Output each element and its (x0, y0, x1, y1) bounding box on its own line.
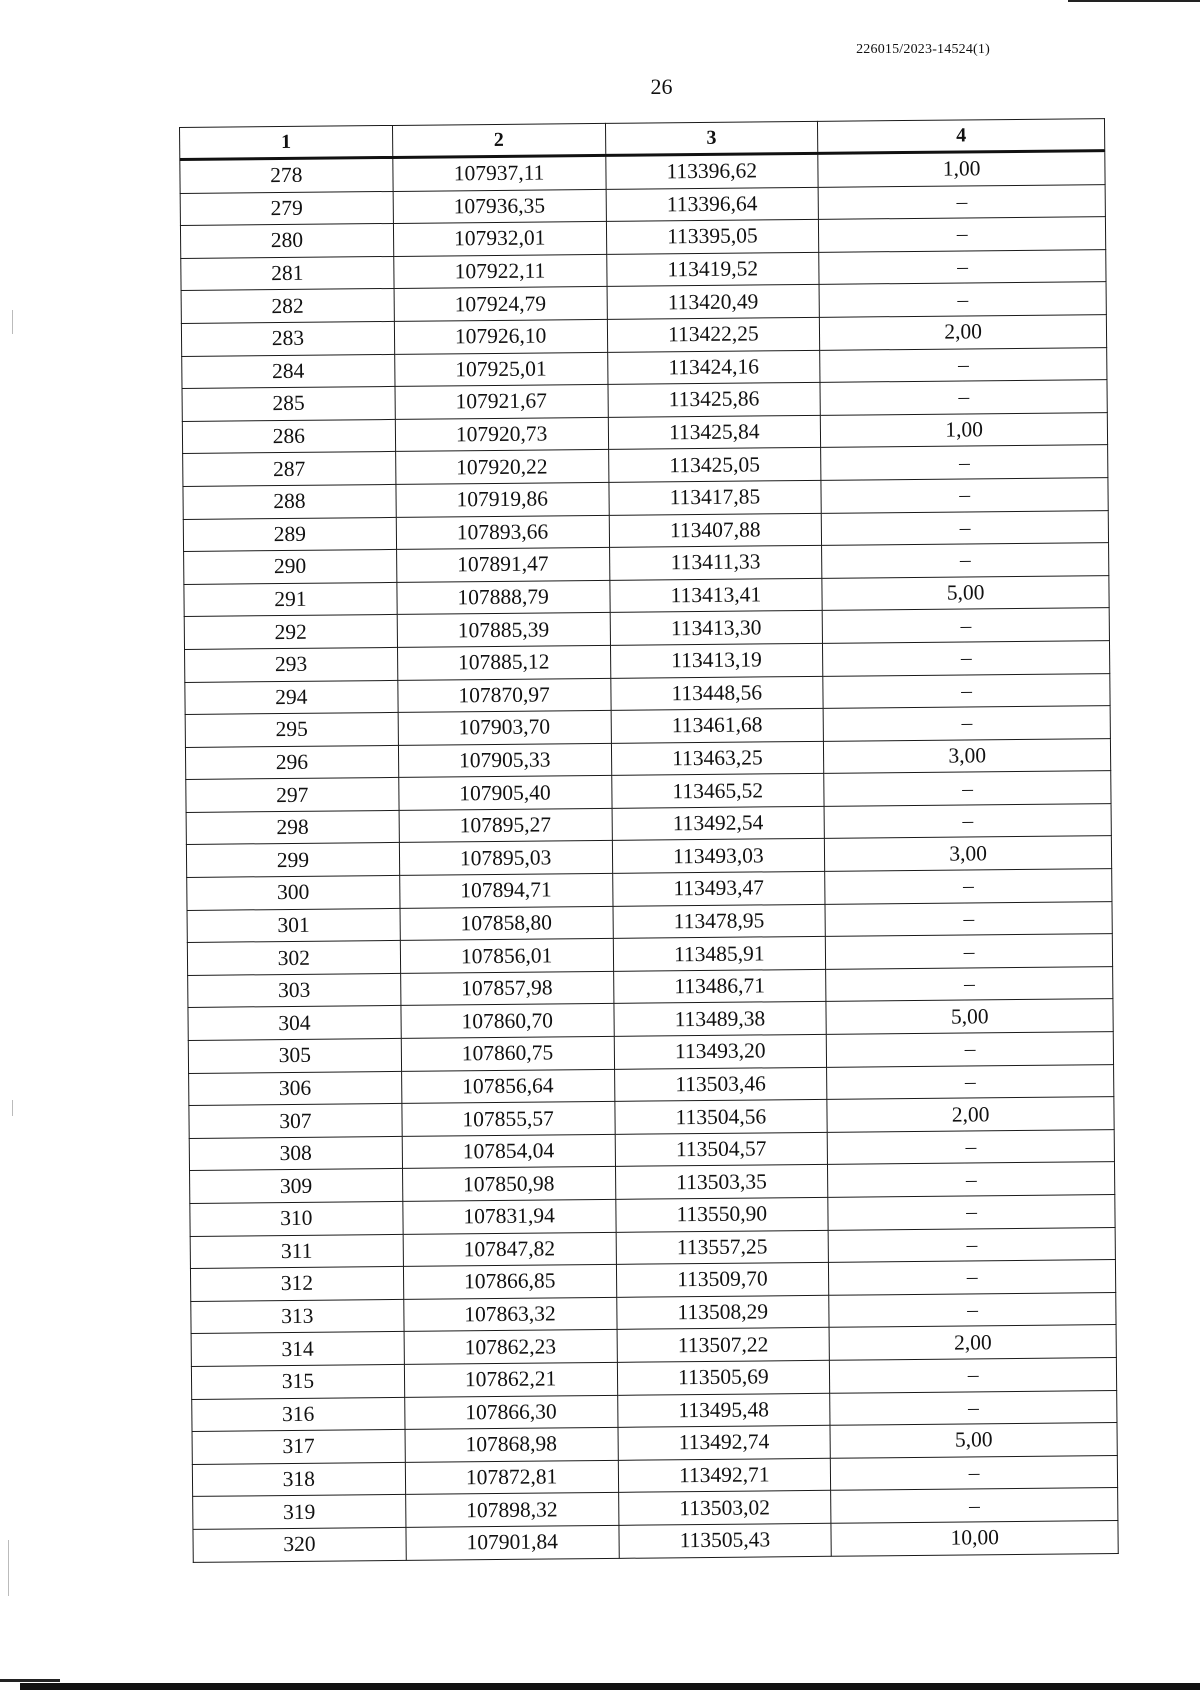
point-number-cell: 315 (191, 1364, 404, 1399)
value-cell: – (819, 217, 1106, 252)
column-header-2: 2 (392, 123, 605, 157)
point-number-cell: 293 (185, 647, 398, 682)
value-cell: 2,00 (820, 315, 1107, 350)
value-cell: – (823, 706, 1110, 741)
y-coordinate-cell: 113425,84 (608, 415, 821, 450)
point-number-cell: 296 (185, 745, 398, 780)
table-body (180, 151, 1118, 1562)
x-coordinate-cell: 107872,81 (405, 1460, 618, 1495)
point-number-cell: 320 (193, 1527, 406, 1562)
value-cell: – (819, 249, 1106, 284)
x-coordinate-cell: 107919,86 (396, 482, 609, 517)
margin-mark (8, 1540, 9, 1596)
x-coordinate-cell: 107925,01 (394, 352, 607, 387)
value-cell: – (829, 1260, 1116, 1295)
point-number-cell: 291 (184, 582, 397, 617)
value-cell: – (822, 543, 1109, 578)
x-coordinate-cell: 107894,71 (399, 873, 612, 908)
x-coordinate-cell: 107905,33 (398, 743, 611, 778)
point-number-cell: 305 (188, 1038, 401, 1073)
value-cell: – (823, 640, 1110, 675)
point-number-cell: 302 (187, 941, 400, 976)
value-cell: – (821, 510, 1108, 545)
x-coordinate-cell: 107936,35 (393, 189, 606, 224)
value-cell: – (826, 934, 1113, 969)
y-coordinate-cell: 113550,90 (615, 1197, 828, 1232)
document-number: 226015/2023-14524(1) (856, 42, 990, 57)
point-number-cell: 278 (180, 157, 393, 193)
x-coordinate-cell: 107863,32 (404, 1297, 617, 1332)
x-coordinate-cell: 107905,40 (399, 776, 612, 811)
point-number-cell: 306 (189, 1071, 402, 1106)
x-coordinate-cell: 107898,32 (405, 1493, 618, 1528)
y-coordinate-cell: 113478,95 (612, 904, 825, 939)
point-number-cell: 297 (186, 778, 399, 813)
point-number-cell: 318 (192, 1462, 405, 1497)
y-coordinate-cell: 113489,38 (613, 1002, 826, 1037)
value-cell: – (824, 771, 1111, 806)
value-cell: – (826, 1032, 1113, 1067)
value-cell: – (825, 901, 1112, 936)
value-cell: – (826, 966, 1113, 1001)
y-coordinate-cell: 113557,25 (616, 1230, 829, 1265)
y-coordinate-cell: 113396,64 (606, 187, 819, 222)
value-cell: 3,00 (825, 836, 1112, 871)
y-coordinate-cell: 113422,25 (607, 317, 820, 352)
point-number-cell: 311 (190, 1234, 403, 1269)
y-coordinate-cell: 113463,25 (611, 741, 824, 776)
value-cell: 2,00 (829, 1325, 1116, 1360)
value-cell: – (827, 1064, 1114, 1099)
point-number-cell: 313 (191, 1299, 404, 1334)
y-coordinate-cell: 113493,47 (612, 871, 825, 906)
value-cell: 2,00 (827, 1097, 1114, 1132)
point-number-cell: 290 (184, 550, 397, 585)
scan-edge-mark (0, 1679, 60, 1682)
y-coordinate-cell: 113461,68 (611, 708, 824, 743)
value-cell: – (827, 1129, 1114, 1164)
value-cell: – (825, 869, 1112, 904)
x-coordinate-cell: 107831,94 (403, 1199, 616, 1234)
value-cell: – (828, 1162, 1115, 1197)
y-coordinate-cell: 113417,85 (608, 480, 821, 515)
point-number-cell: 299 (186, 843, 399, 878)
point-number-cell: 288 (183, 484, 396, 519)
y-coordinate-cell: 113503,46 (614, 1067, 827, 1102)
x-coordinate-cell: 107860,70 (401, 1004, 614, 1039)
y-coordinate-cell: 113413,41 (609, 578, 822, 613)
point-number-cell: 284 (182, 354, 395, 389)
x-coordinate-cell: 107895,03 (399, 841, 612, 876)
scan-bottom-bar (20, 1683, 1200, 1690)
x-coordinate-cell: 107920,22 (395, 450, 608, 485)
y-coordinate-cell: 113492,71 (618, 1458, 831, 1493)
value-cell: – (831, 1455, 1118, 1490)
point-number-cell: 286 (182, 419, 395, 454)
x-coordinate-cell: 107888,79 (397, 580, 610, 615)
y-coordinate-cell: 113503,35 (615, 1165, 828, 1200)
value-cell: 5,00 (822, 575, 1109, 610)
point-number-cell: 307 (189, 1104, 402, 1139)
point-number-cell: 292 (184, 615, 397, 650)
point-number-cell: 314 (191, 1332, 404, 1367)
y-coordinate-cell: 113413,30 (610, 611, 823, 646)
x-coordinate-cell: 107895,27 (399, 808, 612, 843)
point-number-cell: 317 (192, 1430, 405, 1465)
value-cell: 10,00 (831, 1520, 1118, 1555)
value-cell: 1,00 (821, 412, 1108, 447)
point-number-cell: 304 (188, 1006, 401, 1041)
value-cell: – (820, 347, 1107, 382)
x-coordinate-cell: 107885,12 (397, 645, 610, 680)
x-coordinate-cell: 107847,82 (403, 1232, 616, 1267)
x-coordinate-cell: 107850,98 (402, 1167, 615, 1202)
y-coordinate-cell: 113492,74 (618, 1425, 831, 1460)
y-coordinate-cell: 113420,49 (607, 285, 820, 320)
point-number-cell: 282 (181, 289, 394, 324)
y-coordinate-cell: 113505,69 (617, 1360, 830, 1395)
x-coordinate-cell: 107922,11 (394, 254, 607, 289)
x-coordinate-cell: 107901,84 (406, 1525, 619, 1560)
y-coordinate-cell: 113424,16 (607, 350, 820, 385)
point-number-cell: 308 (189, 1136, 402, 1171)
y-coordinate-cell: 113411,33 (609, 545, 822, 580)
y-coordinate-cell: 113465,52 (611, 774, 824, 809)
x-coordinate-cell: 107857,98 (400, 971, 613, 1006)
value-cell: 5,00 (826, 999, 1113, 1034)
y-coordinate-cell: 113509,70 (616, 1263, 829, 1298)
x-coordinate-cell: 107866,30 (404, 1395, 617, 1430)
point-number-cell: 300 (187, 875, 400, 910)
point-number-cell: 283 (181, 321, 394, 356)
point-number-cell: 316 (192, 1397, 405, 1432)
y-coordinate-cell: 113396,62 (605, 153, 818, 189)
x-coordinate-cell: 107866,85 (403, 1265, 616, 1300)
point-number-cell: 294 (185, 680, 398, 715)
y-coordinate-cell: 113505,43 (618, 1523, 831, 1558)
point-number-cell: 280 (180, 224, 393, 259)
y-coordinate-cell: 113495,48 (617, 1393, 830, 1428)
point-number-cell: 279 (180, 191, 393, 226)
x-coordinate-cell: 107926,10 (394, 319, 607, 354)
x-coordinate-cell: 107858,80 (400, 906, 613, 941)
x-coordinate-cell: 107932,01 (393, 222, 606, 257)
top-edge-rule (1068, 0, 1200, 2)
y-coordinate-cell: 113486,71 (613, 969, 826, 1004)
y-coordinate-cell: 113413,19 (610, 643, 823, 678)
value-cell: – (821, 478, 1108, 513)
value-cell: – (824, 803, 1111, 838)
x-coordinate-cell: 107921,67 (395, 385, 608, 420)
x-coordinate-cell: 107856,01 (400, 939, 613, 974)
y-coordinate-cell: 113492,54 (612, 806, 825, 841)
x-coordinate-cell: 107862,23 (404, 1330, 617, 1365)
value-cell: – (822, 608, 1109, 643)
value-cell: – (831, 1488, 1118, 1523)
x-coordinate-cell: 107893,66 (396, 515, 609, 550)
y-coordinate-cell: 113425,05 (608, 448, 821, 483)
x-coordinate-cell: 107924,79 (394, 287, 607, 322)
coordinates-table (179, 118, 1119, 1562)
y-coordinate-cell: 113485,91 (613, 937, 826, 972)
x-coordinate-cell: 107891,47 (396, 548, 609, 583)
point-number-cell: 310 (190, 1201, 403, 1236)
x-coordinate-cell: 107862,21 (404, 1362, 617, 1397)
x-coordinate-cell: 107870,97 (398, 678, 611, 713)
y-coordinate-cell: 113508,29 (616, 1295, 829, 1330)
page-number: 26 (650, 74, 673, 99)
value-cell: – (828, 1195, 1115, 1230)
column-header-4: 4 (818, 119, 1105, 154)
value-cell: 3,00 (824, 738, 1111, 773)
x-coordinate-cell: 107903,70 (398, 710, 611, 745)
point-number-cell: 303 (188, 973, 401, 1008)
x-coordinate-cell: 107854,04 (402, 1134, 615, 1169)
y-coordinate-cell: 113407,88 (609, 513, 822, 548)
point-number-cell: 295 (185, 713, 398, 748)
y-coordinate-cell: 113504,57 (615, 1132, 828, 1167)
value-cell: – (823, 673, 1110, 708)
column-header-1: 1 (180, 125, 393, 159)
value-cell: – (830, 1358, 1117, 1393)
x-coordinate-cell: 107868,98 (405, 1428, 618, 1463)
y-coordinate-cell: 113493,03 (612, 839, 825, 874)
y-coordinate-cell: 113493,20 (614, 1034, 827, 1069)
point-number-cell: 298 (186, 810, 399, 845)
point-number-cell: 312 (190, 1267, 403, 1302)
y-coordinate-cell: 113503,02 (618, 1491, 831, 1526)
value-cell: – (819, 282, 1106, 317)
point-number-cell: 285 (182, 387, 395, 422)
point-number-cell: 287 (183, 452, 396, 487)
value-cell: – (829, 1292, 1116, 1327)
value-cell: 1,00 (818, 151, 1105, 187)
value-cell: – (818, 184, 1105, 219)
x-coordinate-cell: 107856,64 (401, 1069, 614, 1104)
x-coordinate-cell: 107860,75 (401, 1036, 614, 1071)
y-coordinate-cell: 113507,22 (617, 1328, 830, 1363)
x-coordinate-cell: 107937,11 (393, 155, 606, 191)
y-coordinate-cell: 113504,56 (614, 1100, 827, 1135)
y-coordinate-cell: 113425,86 (607, 383, 820, 418)
value-cell: – (828, 1227, 1115, 1262)
point-number-cell: 289 (183, 517, 396, 552)
value-cell: – (821, 445, 1108, 480)
y-coordinate-cell: 113448,56 (610, 676, 823, 711)
value-cell: – (830, 1390, 1117, 1425)
margin-mark (12, 310, 13, 334)
x-coordinate-cell: 107855,57 (402, 1102, 615, 1137)
x-coordinate-cell: 107885,39 (397, 613, 610, 648)
coordinates-table-container (179, 118, 1119, 1562)
column-header-3: 3 (605, 121, 818, 155)
y-coordinate-cell: 113419,52 (606, 252, 819, 287)
point-number-cell: 309 (190, 1169, 403, 1204)
value-cell: 5,00 (830, 1423, 1117, 1458)
value-cell: – (820, 380, 1107, 415)
margin-mark (12, 1100, 13, 1116)
point-number-cell: 301 (187, 908, 400, 943)
y-coordinate-cell: 113395,05 (606, 220, 819, 255)
point-number-cell: 281 (181, 256, 394, 291)
point-number-cell: 319 (193, 1495, 406, 1530)
x-coordinate-cell: 107920,73 (395, 417, 608, 452)
